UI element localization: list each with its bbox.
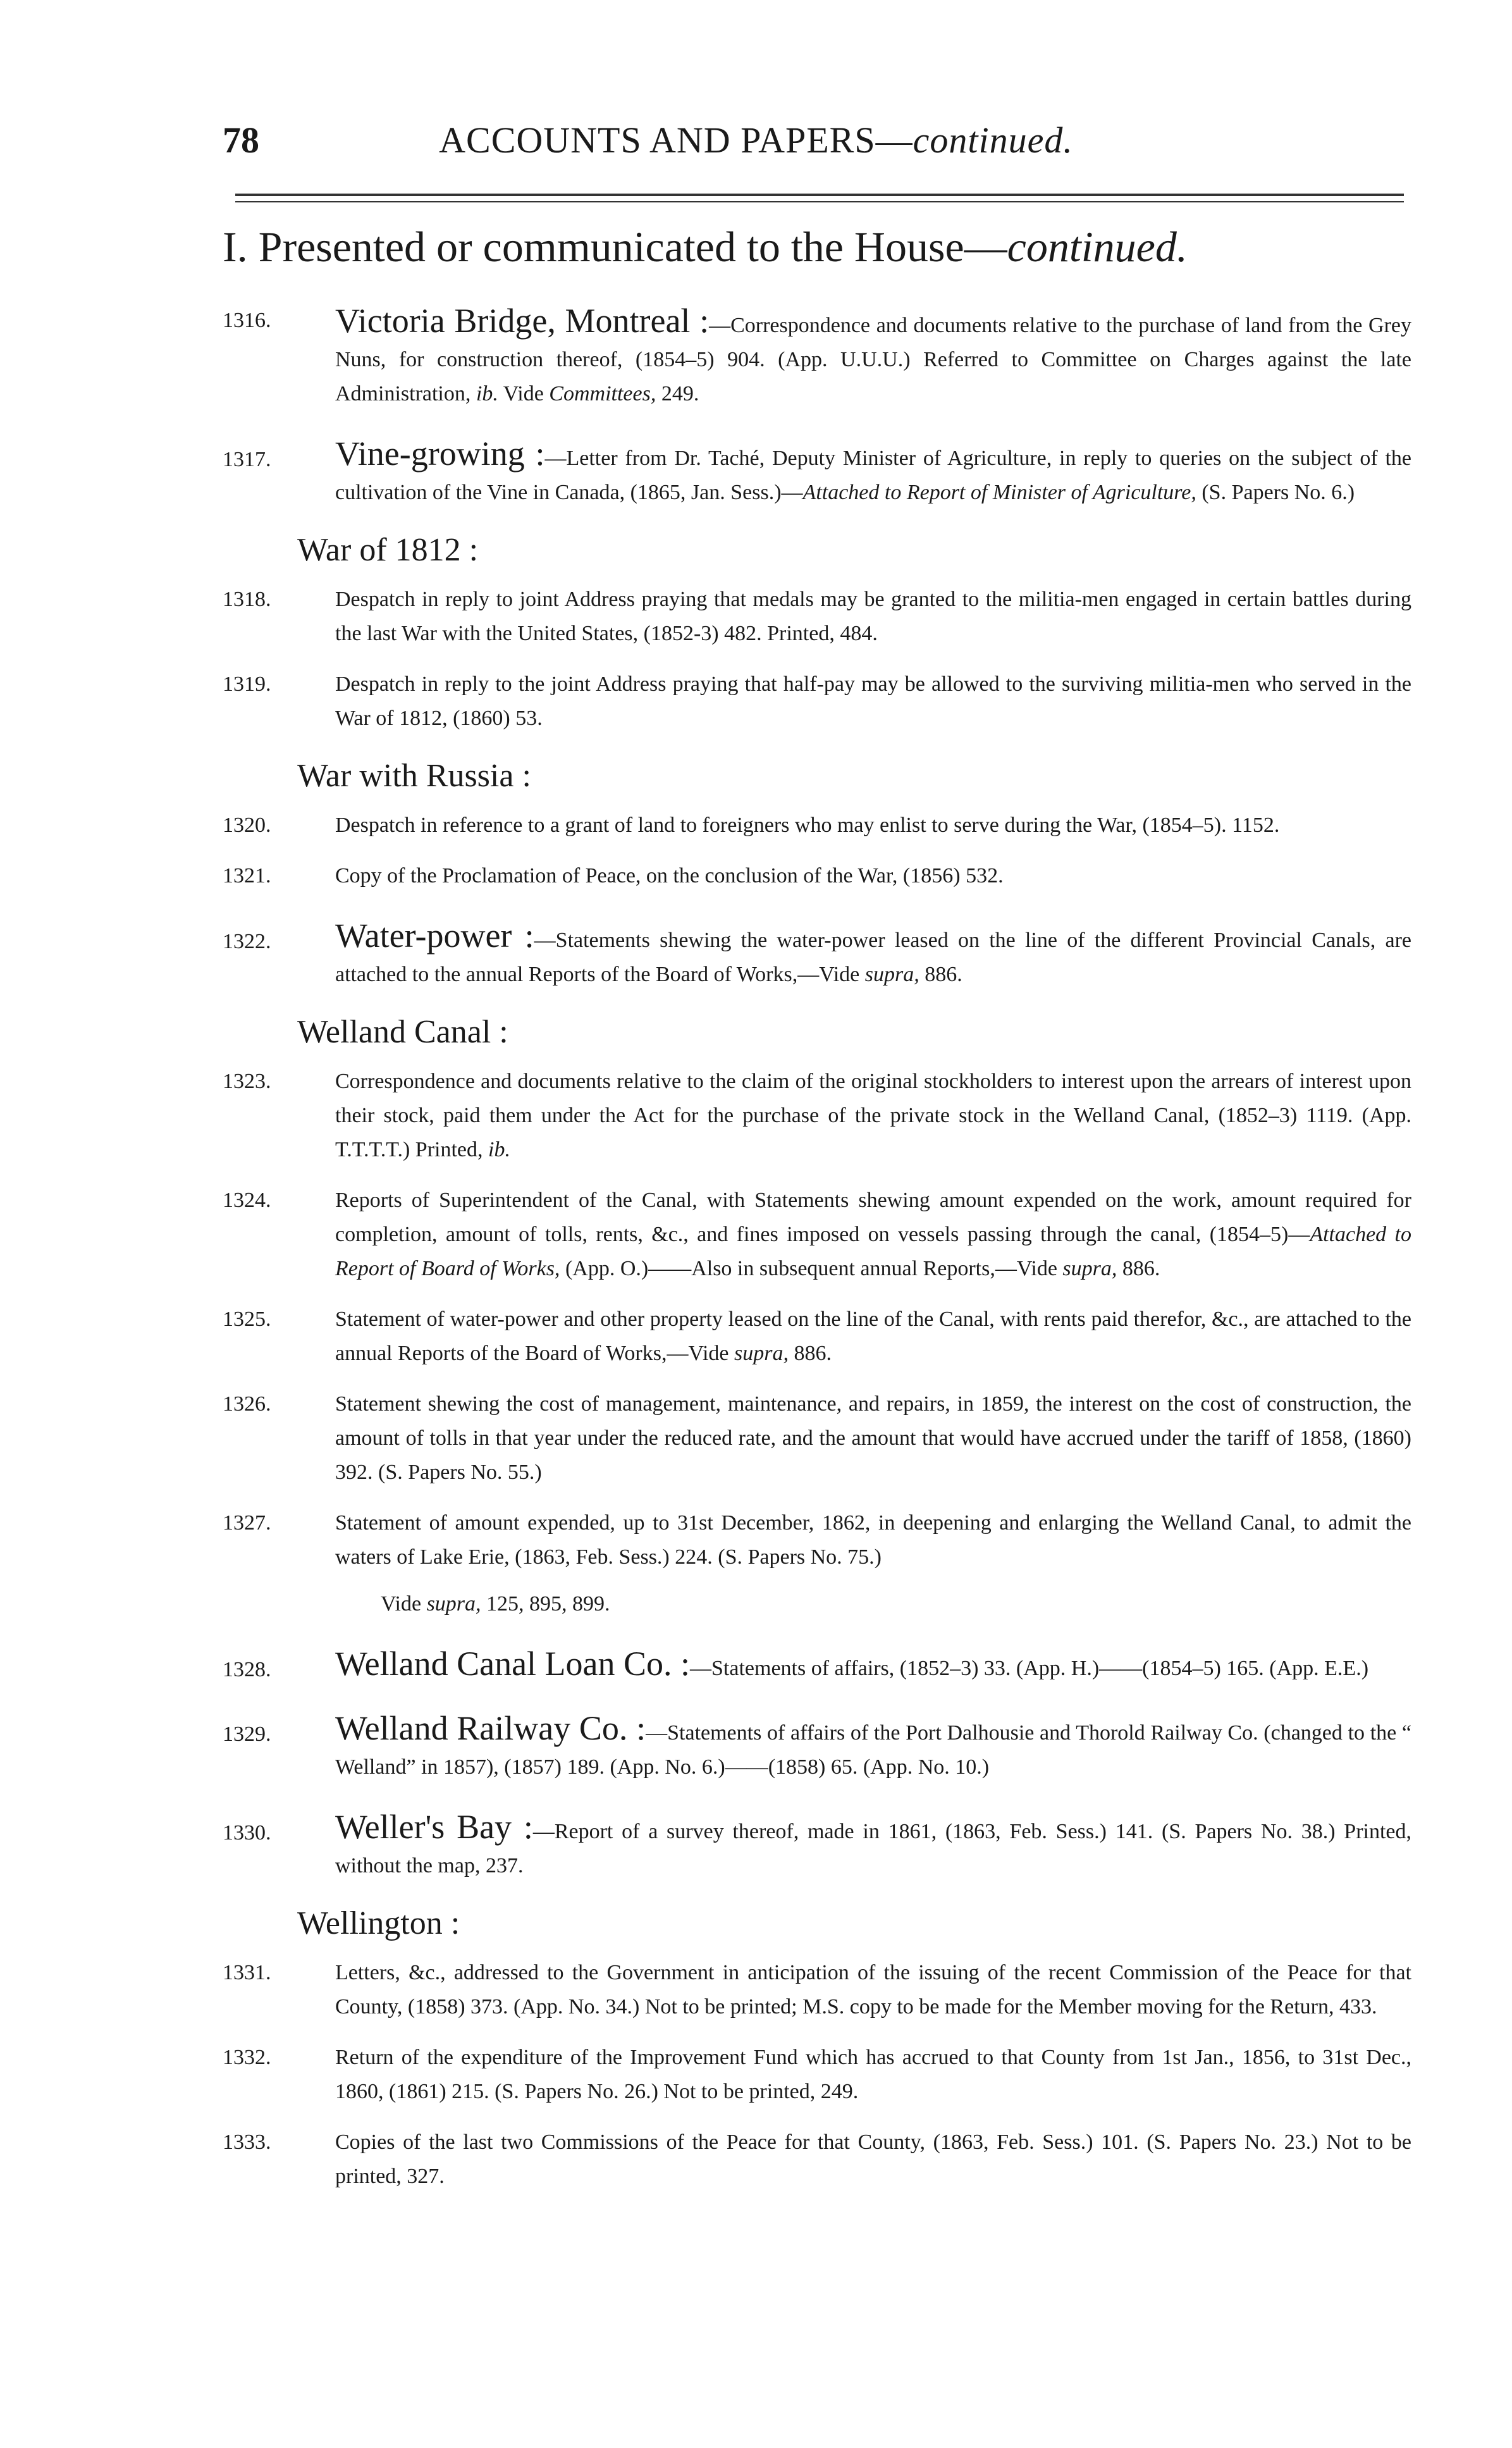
- entry-1331: [223, 1956, 1411, 2024]
- entry-text: Despatch in reply to the joint Address praying that half-pay may be allowed to the surviving militia-men who served in the War of 1812, (1860) 53.: [335, 672, 1411, 730]
- entry-italic: supra,: [864, 962, 919, 986]
- vide-reference: [381, 1587, 1411, 1621]
- entry-1318: [223, 583, 1411, 651]
- entry-1332: [223, 2041, 1411, 2109]
- entry-number: 1333.: [223, 2130, 271, 2154]
- entry-text: 886.: [1117, 1256, 1160, 1280]
- entry-italic: supra,: [734, 1341, 789, 1365]
- entry-keyword: Vine-growing :: [335, 434, 545, 473]
- entry-text: Despatch in reply to joint Address praying that medals may be granted to the militia-men engaged in certain battles during the last War with the United States, (1852-3) 482. Printed, 484.: [335, 587, 1411, 645]
- entry-number: 1327.: [223, 1511, 271, 1535]
- entry-keyword: Water-power :: [335, 916, 534, 955]
- entry-text: Return of the expenditure of the Improvement Fund which has accrued to that County from 1st Jan., 1856, to 31st Dec., 1860, (1861) 215. (S. Papers No. 26.) Not to be printed, 249.: [335, 2045, 1411, 2103]
- entry-text: Despatch in reference to a grant of land to foreigners who may enlist to serve during the War, (1854–5). 1152.: [335, 813, 1280, 837]
- header-rule: [235, 194, 1404, 196]
- entry-text: —Statements of affairs, (1852–3) 33. (App. H.)——(1854–5) 165. (App. E.E.): [690, 1656, 1369, 1680]
- entry-1326: [223, 1387, 1411, 1490]
- running-title-text: ACCOUNTS AND PAPERS—: [439, 120, 913, 161]
- vide-text: 125, 895, 899.: [481, 1592, 610, 1616]
- entry-number: 1322.: [223, 929, 271, 953]
- entry-text: —Statements shewing the water-power leased on the line of the different Provincial Canals, are attached to the annual Reports of the Board of Works,—Vide: [335, 928, 1411, 986]
- subheading-wellington: Wellington :: [297, 1905, 460, 1941]
- entry-keyword: Welland Railway Co. :: [335, 1709, 646, 1747]
- section-heading-text: I. Presented or communicated to the House—: [223, 223, 1007, 271]
- entry-number: 1319.: [223, 672, 271, 696]
- entry-text: —Correspondence and documents relative to the purchase of land from the Grey Nuns, for construction thereof, (1854–5) 904. (App. U.U.U.) Referred to Committee on Charges against the late Administration,: [335, 313, 1411, 405]
- entry-number: 1317.: [223, 447, 271, 471]
- entry-text: Correspondence and documents relative to the claim of the original stockholders to interest upon the arrears of interest upon their stock, paid them under the Act for the purchase of the private stock in the Welland Canal, (1852–3) 1119. (App. T.T.T.T.) Printed,: [335, 1069, 1411, 1161]
- entry-1320: [223, 808, 1411, 843]
- subheading-war-with-russia: War with Russia :: [297, 757, 531, 794]
- entry-text: 886.: [789, 1341, 832, 1365]
- entry-text: 886.: [919, 962, 962, 986]
- entry-number: 1332.: [223, 2045, 271, 2069]
- page-content: [223, 221, 1411, 2210]
- entry-1319: [223, 667, 1411, 736]
- entry-number: 1321.: [223, 863, 271, 887]
- entry-number: 1329.: [223, 1722, 271, 1746]
- entry-italic: Attached to Report of Minister of Agriculture,: [802, 480, 1196, 504]
- entry-1323: [223, 1065, 1411, 1167]
- entry-text: Reports of Superintendent of the Canal, with Statements shewing amount expended on the work, amount required for completion, amount of tolls, rents, &c., and fines imposed on vessels passing through the canal, (1854–5)—: [335, 1188, 1411, 1246]
- entry-italic: supra,: [1062, 1256, 1117, 1280]
- entry-number: 1316.: [223, 308, 271, 332]
- entry-number: 1326.: [223, 1392, 271, 1416]
- entry-text: —Letter from Dr. Taché, Deputy Minister of Agriculture, in reply to queries on the subject of the cultivation of the Vine in Canada, (1865, Jan. Sess.)—: [335, 446, 1411, 504]
- entry-number: 1324.: [223, 1188, 271, 1212]
- entry-1321: [223, 859, 1411, 893]
- subheading-war-of-1812: War of 1812 :: [297, 531, 479, 568]
- entry-text: Statement of amount expended, up to 31st December, 1862, in deepening and enlarging the Welland Canal, to admit the waters of Lake Erie, (1863, Feb. Sess.) 224. (S. Papers No. 75.): [335, 1511, 1411, 1569]
- entry-text: Vide: [498, 381, 550, 405]
- running-head: [0, 119, 1512, 170]
- entry-italic: ib.: [488, 1137, 510, 1161]
- entry-text: —Report of a survey thereof, made in 1861, (1863, Feb. Sess.) 141. (S. Papers No. 38.) Printed, without the map, 237.: [335, 1819, 1411, 1877]
- running-title-italic: continued.: [913, 120, 1073, 161]
- entry-text: (S. Papers No. 6.): [1196, 480, 1355, 504]
- running-title: [0, 119, 1512, 161]
- entry-1322: [223, 918, 1411, 992]
- entry-number: 1330.: [223, 1821, 271, 1845]
- entry-number: 1323.: [223, 1069, 271, 1093]
- entry-number: 1320.: [223, 813, 271, 837]
- entry-keyword: Welland Canal Loan Co. :: [335, 1644, 691, 1683]
- entry-text: —Statements of affairs of the Port Dalhousie and Thorold Railway Co. (changed to the “ Welland” in 1857), (1857) 189. (App. No. 6.)——(1858) 65. (App. No. 10.): [335, 1721, 1412, 1779]
- entry-1317: [223, 436, 1411, 510]
- page-number: 78: [223, 120, 259, 161]
- entry-italic: ib.: [476, 381, 498, 405]
- entry-text: (App. O.)——Also in subsequent annual Reports,—Vide: [560, 1256, 1063, 1280]
- entry-1328: [223, 1644, 1411, 1686]
- subheading-welland-canal: Welland Canal :: [297, 1013, 508, 1050]
- entry-1329: [223, 1711, 1411, 1784]
- entry-text: Letters, &c., addressed to the Government in anticipation of the issuing of the recent Commission of the Peace for that County, (1858) 373. (App. No. 34.) Not to be printed; M.S. copy to be made for the Member moving for the Return, 433.: [335, 1960, 1411, 2018]
- entry-number: 1328.: [223, 1657, 271, 1681]
- entry-italic: Committees,: [549, 381, 656, 405]
- entry-1330: [223, 1807, 1411, 1883]
- vide-italic: supra,: [426, 1592, 481, 1616]
- section-heading-italic: continued.: [1007, 223, 1188, 271]
- entry-1325: [223, 1302, 1411, 1371]
- entry-1316: [223, 301, 1411, 411]
- entry-1324: [223, 1184, 1411, 1286]
- entry-italic: Attached to Report of Board of Works,: [335, 1222, 1411, 1280]
- entry-1333: [223, 2125, 1411, 2194]
- entry-text: Copy of the Proclamation of Peace, on the conclusion of the War, (1856) 532.: [335, 863, 1004, 887]
- entry-text: Statement shewing the cost of management, maintenance, and repairs, in 1859, the interest on the cost of construction, the amount of tolls in that year under the reduced rate, and the amount that would have accrued under the tariff of 1858, (1860) 392. (S. Papers No. 55.): [335, 1392, 1411, 1484]
- entry-1327: [223, 1506, 1411, 1574]
- entry-number: 1318.: [223, 587, 271, 611]
- header-rule-thin: [235, 201, 1404, 202]
- entry-keyword: Weller's Bay :: [335, 1807, 533, 1846]
- entry-text: Statement of water-power and other property leased on the line of the Canal, with rents paid therefor, &c., are attached to the annual Reports of the Board of Works,—Vide: [335, 1307, 1411, 1365]
- entry-number: 1331.: [223, 1960, 271, 1984]
- entry-text: Copies of the last two Commissions of the Peace for that County, (1863, Feb. Sess.) 101. (S. Papers No. 23.) Not to be printed, 327.: [335, 2130, 1411, 2188]
- entry-number: 1325.: [223, 1307, 271, 1331]
- section-heading: [223, 221, 1411, 273]
- entry-keyword: Victoria Bridge, Montreal :: [335, 301, 710, 340]
- entry-text: 249.: [656, 381, 699, 405]
- vide-text: Vide: [381, 1592, 427, 1616]
